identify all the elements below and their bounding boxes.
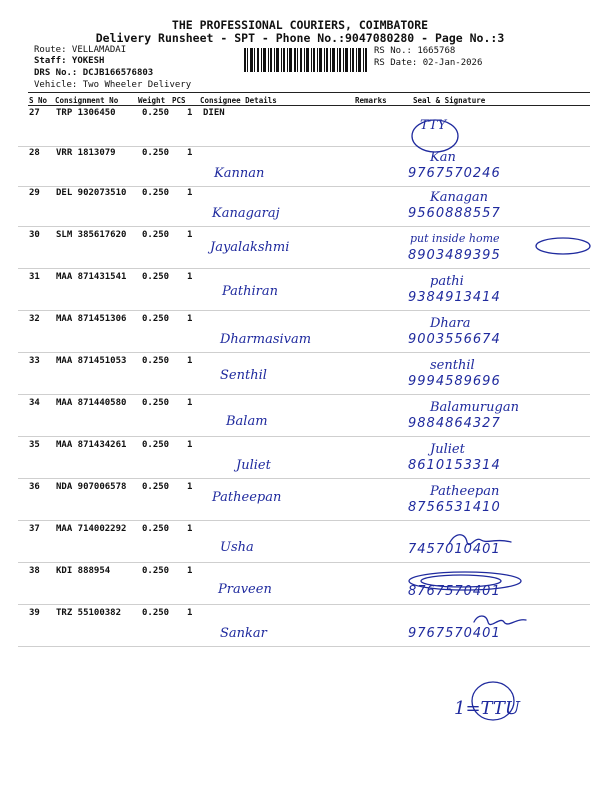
row-handwritten-signature: Dhara	[430, 316, 471, 331]
row-consignment-no: MAA 871440580	[56, 398, 127, 408]
row-separator	[18, 268, 590, 269]
row-consignment-no: MAA 871434261	[56, 440, 127, 450]
row-handwritten-name: Senthil	[220, 368, 267, 383]
row-handwritten-signature: Kan	[430, 150, 456, 165]
row-handwritten-phone: 9003556674	[408, 332, 501, 347]
row-handwritten-signature: Juliet	[430, 442, 465, 457]
row-sno: 28	[29, 148, 40, 158]
row-consignment-no: MAA 871451306	[56, 314, 127, 324]
row-separator	[18, 646, 590, 647]
row-sno: 32	[29, 314, 40, 324]
row-separator	[18, 186, 590, 187]
row-handwritten-signature: pathi	[430, 274, 464, 289]
row-weight: 0.250	[142, 188, 170, 198]
row-separator	[18, 146, 590, 147]
row-handwritten-signature: senthil	[430, 358, 475, 373]
signature-scribble-39	[470, 612, 530, 632]
signature-scribble-27	[410, 118, 460, 154]
row-pcs: 1	[187, 440, 193, 450]
col-remarks: Remarks	[355, 96, 387, 105]
row-sno: 29	[29, 188, 40, 198]
col-seal-signature: Seal & Signature	[413, 96, 486, 105]
row-sno: 35	[29, 440, 40, 450]
row-weight: 0.250	[142, 398, 170, 408]
row-weight: 0.250	[142, 148, 170, 158]
row-separator	[18, 604, 590, 605]
row-consignment-no: DEL 902073510	[56, 188, 127, 198]
row-sno: 36	[29, 482, 40, 492]
row-separator	[18, 562, 590, 563]
row-handwritten-signature: Patheepan	[430, 484, 500, 499]
row-handwritten-signature: TTY	[420, 118, 447, 133]
row-separator	[18, 394, 590, 395]
header-rule-bottom	[28, 105, 590, 106]
row-consignment-no: NDA 907006578	[56, 482, 127, 492]
row-weight: 0.250	[142, 566, 170, 576]
row-weight: 0.250	[142, 524, 170, 534]
col-pcs: PCS	[172, 96, 186, 105]
row-separator	[18, 520, 590, 521]
row-pcs: 1	[187, 398, 193, 408]
row-handwritten-name: Usha	[220, 540, 254, 555]
row-pcs: 1	[187, 356, 193, 366]
col-consignment: Consignment No	[55, 96, 119, 105]
runsheet-subtitle: Delivery Runsheet - SPT - Phone No.:9047080280 - Page No.:3	[95, 31, 505, 45]
header-rule-top	[28, 92, 590, 93]
row-separator	[18, 436, 590, 437]
row-handwritten-name: Praveen	[218, 582, 272, 597]
row-handwritten-phone: 8756531410	[408, 500, 501, 515]
company-title: THE PROFESSIONAL COURIERS, COIMBATORE	[171, 18, 429, 32]
rs-date: RS Date: 02-Jan-2026	[374, 58, 483, 68]
row-consignment-no: TRZ 55100382	[56, 608, 122, 618]
row-handwritten-signature: Balamurugan	[430, 400, 519, 415]
row-sno: 33	[29, 356, 40, 366]
row-weight: 0.250	[142, 230, 170, 240]
row-handwritten-phone: 9767570401	[408, 626, 501, 641]
row-handwritten-phone: 8610153314	[408, 458, 501, 473]
row-handwritten-name: Sankar	[220, 626, 267, 641]
row-weight: 0.250	[142, 314, 170, 324]
vehicle-label: Vehicle: Two Wheeler Delivery	[34, 80, 192, 90]
row-weight: 0.250	[142, 482, 170, 492]
signature-scribble-38	[405, 570, 525, 592]
row-sno: 37	[29, 524, 40, 534]
route-label: Route: VELLAMADAI	[34, 45, 127, 55]
row-pcs: 1	[187, 272, 193, 282]
col-sno: S No	[29, 96, 48, 105]
handwritten-footer-note: 1=TTU	[454, 698, 521, 719]
row-handwritten-phone: 8903489395	[408, 248, 501, 263]
rs-number: RS No.: 1665768	[374, 46, 456, 56]
row-consignment-no: TRP 1306450	[56, 108, 116, 118]
row-sno: 31	[29, 272, 40, 282]
row-handwritten-phone: 9884864327	[408, 416, 501, 431]
row-pcs: 1	[187, 314, 193, 324]
row-pcs: 1	[187, 524, 193, 534]
row-weight: 0.250	[142, 272, 170, 282]
row-consignment-no: MAA 714002292	[56, 524, 127, 534]
row-handwritten-name: Jayalakshmi	[210, 240, 290, 255]
barcode-icon	[244, 48, 368, 72]
row-handwritten-name: Balam	[226, 414, 268, 429]
row-pcs: 1	[187, 608, 193, 618]
row-sno: 27	[29, 108, 40, 118]
row-handwritten-phone: 9767570246	[408, 166, 501, 181]
row-handwritten-name: Kannan	[214, 166, 265, 181]
row-consignment-no: KDI 888954	[56, 566, 111, 576]
col-consignee: Consignee Details	[200, 96, 277, 105]
row-separator	[18, 478, 590, 479]
row-pcs: 1	[187, 230, 193, 240]
row-separator	[18, 310, 590, 311]
row-consignment-no: SLM 385617620	[56, 230, 127, 240]
row-sno: 39	[29, 608, 40, 618]
row-weight: 0.250	[142, 608, 170, 618]
row-handwritten-phone: 8767570401	[408, 584, 501, 599]
row-consignment-no: MAA 871431541	[56, 272, 127, 282]
row-sno: 38	[29, 566, 40, 576]
row-sno: 30	[29, 230, 40, 240]
row-consignment-no: MAA 871451053	[56, 356, 127, 366]
row-handwritten-phone: 7457010401	[408, 542, 501, 557]
row-handwritten-name: Patheepan	[212, 490, 282, 505]
remark-circle-scribble	[534, 236, 592, 256]
row-handwritten-name: Juliet	[236, 458, 271, 473]
row-weight: 0.250	[142, 108, 170, 118]
row-pcs: 1	[187, 566, 193, 576]
drs-number: DRS No.: DCJB166576803	[34, 68, 154, 78]
row-separator	[18, 352, 590, 353]
staff-label: Staff: YOKESH	[34, 56, 105, 66]
row-handwritten-signature: put inside home	[410, 232, 500, 245]
row-pcs: 1	[187, 188, 193, 198]
row-handwritten-phone: 9384913414	[408, 290, 501, 305]
row-weight: 0.250	[142, 356, 170, 366]
row-pcs: 1	[187, 108, 193, 118]
footer-note-circle	[470, 680, 516, 722]
row-handwritten-name: Dharmasivam	[220, 332, 312, 347]
row-consignment-no: VRR 1813079	[56, 148, 116, 158]
row-handwritten-phone: 9994589696	[408, 374, 501, 389]
row-sno: 34	[29, 398, 40, 408]
row-handwritten-name: Pathiran	[222, 284, 279, 299]
signature-scribble-37	[445, 530, 515, 552]
row-pcs: 1	[187, 482, 193, 492]
col-weight: Weight	[138, 96, 166, 105]
row-handwritten-phone: 9560888557	[408, 206, 501, 221]
row-weight: 0.250	[142, 440, 170, 450]
row-separator	[18, 226, 590, 227]
row-consignee: DIEN	[203, 108, 225, 118]
row-handwritten-signature: Kanagan	[430, 190, 489, 205]
row-pcs: 1	[187, 148, 193, 158]
row-handwritten-name: Kanagaraj	[212, 206, 280, 221]
